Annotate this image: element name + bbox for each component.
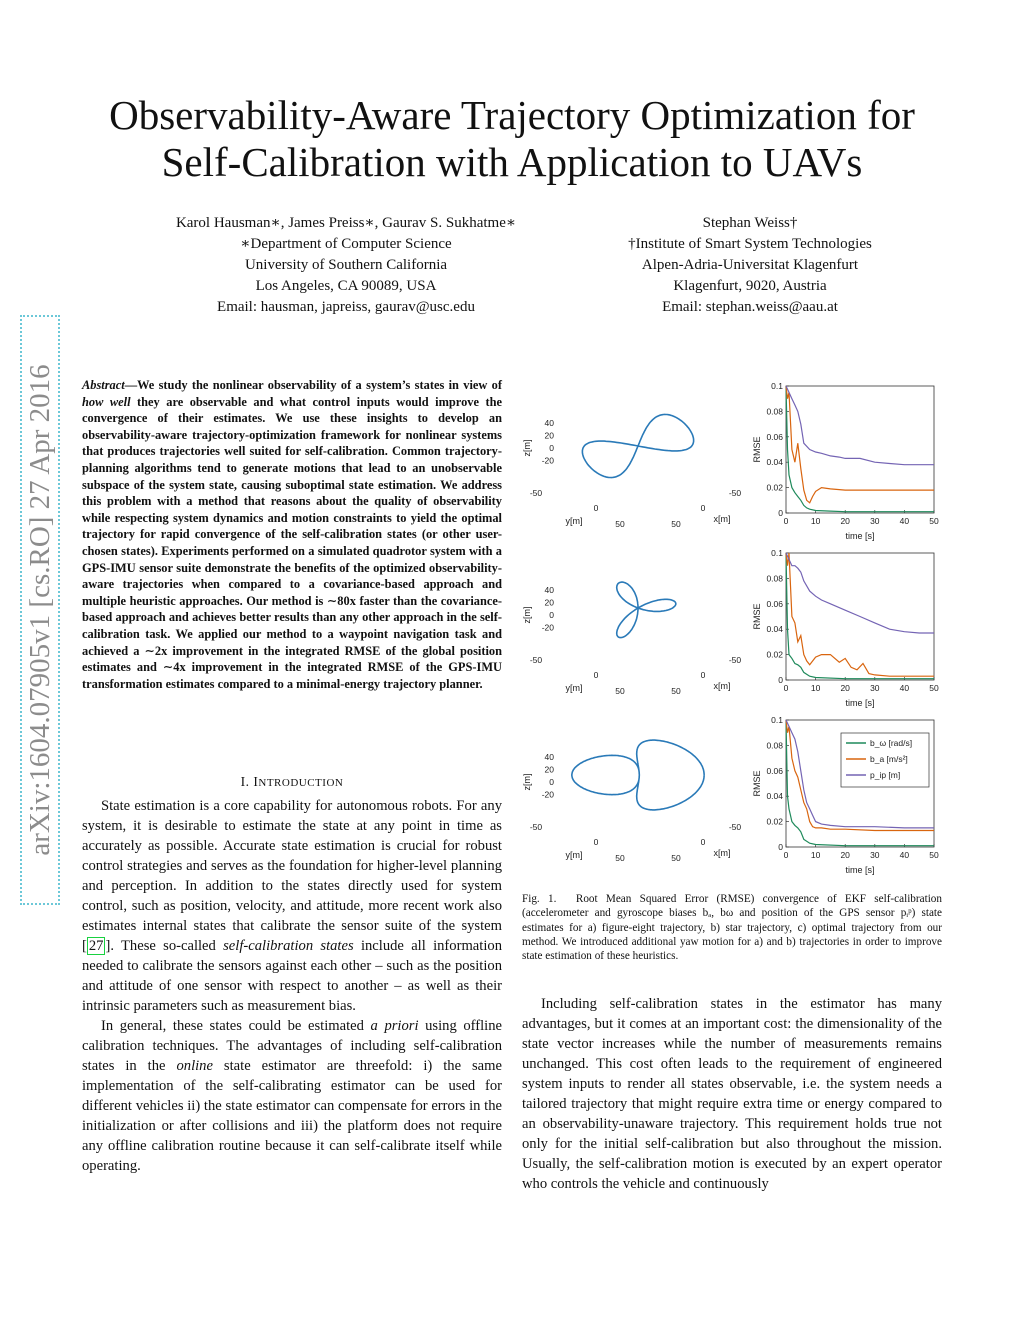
plot-frame — [786, 386, 934, 513]
author-univ: University of Southern California — [244, 257, 448, 273]
z-tick-label: 20 — [544, 430, 554, 441]
x-tick-label: 10 — [810, 850, 821, 860]
y-axis-label: RMSE — [752, 436, 762, 463]
z-tick-label: 40 — [544, 418, 554, 428]
trajectory-plot — [522, 414, 741, 529]
y-tick-label: 0 — [778, 675, 783, 685]
x-tick-label: 40 — [899, 850, 910, 860]
legend-label: b_a [m/s²] — [870, 754, 908, 764]
x-axis-label: time [s] — [845, 698, 875, 708]
x-tick-label: 0 — [783, 516, 789, 526]
trajectory-curve — [617, 582, 676, 638]
x-axis-label: x[m] — [713, 848, 731, 858]
y-tick-label: 0.04 — [766, 624, 783, 635]
x-tick-label: 40 — [899, 683, 910, 693]
y-tick-label: 0.1 — [771, 715, 783, 725]
series-line — [786, 553, 934, 676]
paragraph: State estimation is a core capability for autonomous robots. For any system, it is desirable to estimate the state at any point in time as accurately as possible. Accurate state estimation is crucial for robust control strategies and serves as the foundation for higher-level planning and perception. In addition to the states directly used for system control, such as position, velocity, and attitude, more recent work also estimates internal states that calibrate the sensor suite of the system [ 27 ]. These so-called self-calibration states include all information needed to calibrate the sensors against each other – such as the position and attitude of one sensor with respect to another – as well as their intrinsic parameters such as measurement bias. — [82, 798, 502, 1014]
x-axis-label: x[m] — [713, 681, 731, 691]
section-heading: I. INTRODUCTION — [240, 774, 344, 789]
abstract-text: —We study the nonlinear observability of a system’s states in view of — [124, 378, 502, 392]
y-tick-label: 0.04 — [766, 791, 783, 802]
y-tick-label: -50 — [529, 822, 543, 832]
paragraph: Including self-calibration states in the estimator has many advantages, but it comes at an important cost: the dimensionality of the state vector increases while the number of measurements remains unchanged. This cost often leads to the requirement of engineered system inputs to render all states observable, i.e. the system needs a tailored trajectory that might require extra time or energy compared to an observability-unaware trajectory. This requirement holds true not only for the initial self-calibration but also throughout the mission. Usually, the self-calibration motion is executed by an expert operator who controls the vehicle and continuously — [522, 996, 942, 1192]
z-axis-label: z[m] — [522, 439, 532, 457]
z-tick-label: 40 — [544, 585, 554, 595]
x-tick-label: 50 — [929, 516, 939, 526]
x-tick-label: 20 — [840, 683, 850, 693]
y-tick-label: 0.04 — [766, 457, 783, 468]
x-tick-label: 10 — [810, 683, 821, 693]
x-tick-label: 50 — [671, 686, 681, 696]
y-axis-label: RMSE — [752, 770, 762, 797]
paper-title — [60, 92, 964, 186]
y-tick-label: 0.08 — [766, 406, 783, 417]
abstract — [82, 377, 502, 692]
citation-link[interactable]: 27 — [88, 938, 104, 954]
author-city: Los Angeles, CA 90089, USA — [255, 278, 437, 294]
arxiv-stamp[interactable]: arXiv:1604.07905v1 [cs.RO] 27 Apr 2016 — [20, 315, 60, 905]
trajectory-plot — [522, 740, 741, 863]
rmse-chart — [752, 548, 939, 708]
trajectory-plots — [522, 414, 741, 863]
author-city: Klagenfurt, 9020, Austria — [673, 278, 827, 294]
x-tick-label: 30 — [870, 850, 880, 860]
x-tick-label: 0 — [700, 503, 706, 513]
x-axis-label: x[m] — [713, 514, 731, 524]
title-line-2: Self-Calibration with Application to UAVs — [161, 139, 863, 185]
author-dept: †Institute of Smart System Technologies — [628, 236, 872, 252]
y-axis-label: y[m] — [565, 516, 583, 526]
paragraph: In general, these states could be estimated a priori using offline calibration techniques. The advantages of including self-calibration states in the online state estimator are threefold: i) the same implementation of the self-calibrating estimator can be used for different vehicles ii) the state estimator can compensate for errors in the initialization or after collisions and iii) the platform does not require any offline calibration routine because it can self-calibrate itself while operating. — [82, 1018, 502, 1174]
intro-left-column — [82, 796, 502, 1176]
y-tick-label: -50 — [529, 655, 543, 665]
x-tick-label: 20 — [840, 850, 850, 860]
y-axis-label: RMSE — [752, 603, 762, 630]
abstract-emphasis: how well — [82, 394, 131, 409]
series-line — [786, 386, 934, 512]
figure-caption: Fig. 1. Root Mean Squared Error (RMSE) convergence of EKF self-calibration (accelerometer and gyroscope biases bₐ, bω and position of the GPS sensor pᵢᵖ) state estimates for a) figure-eight trajectory, b) star trajectory, c) optimal trajectory from our method. We introduced additional yaw motion for a) and b) trajectories in order to improve state estimation of these heuristics. — [522, 893, 942, 963]
series-line — [786, 386, 934, 465]
y-tick-label: 0.1 — [771, 548, 783, 558]
x-tick-label: 20 — [840, 516, 850, 526]
y-tick-label: 0.06 — [766, 765, 783, 776]
y-tick-label: 50 — [615, 686, 625, 696]
x-axis-label: time [s] — [845, 531, 875, 541]
trajectory-curve — [572, 740, 704, 810]
y-tick-label: 0.06 — [766, 598, 783, 609]
x-axis-label: time [s] — [845, 865, 875, 875]
author-univ: Alpen-Adria-Universitat Klagenfurt — [641, 257, 859, 273]
z-axis-label: z[m] — [522, 606, 532, 624]
y-tick-label: -50 — [529, 488, 543, 498]
x-tick-label: 50 — [671, 853, 681, 863]
x-tick-label: -50 — [728, 822, 742, 832]
z-tick-label: 0 — [549, 610, 554, 620]
x-tick-label: 30 — [870, 516, 880, 526]
intro-right-column — [522, 994, 942, 1194]
z-axis-label: z[m] — [522, 773, 532, 791]
author-email: Email: stephan.weiss@aau.at — [662, 299, 838, 315]
x-tick-label: 50 — [671, 519, 681, 529]
z-tick-label: -20 — [541, 455, 554, 466]
z-tick-label: -20 — [541, 789, 554, 800]
abstract-lead: Abstract — [82, 378, 125, 392]
rmse-plots — [752, 381, 939, 875]
z-tick-label: 40 — [544, 752, 554, 762]
trajectory-curve — [582, 414, 693, 477]
x-tick-label: 50 — [929, 683, 939, 693]
abstract-text: they are observable and what control inputs would improve the convergence of their estimates. We use these insights to develop an observability-aware trajectory-optimization framework for nonlinear systems that produces trajectories well suited for self-calibration. Common trajectory-planning algorithms tend to generate motions that lead to an unobservable subspace of the system state, causing suboptimal state estimation. We address this problem with a method that reasons about the quality of observability while respecting system dynamics and motion constraints to yield the optimal trajectory for rapid convergence of the self-calibration states (or other user-chosen states). Experiments performed on a simulated quadrotor system with a GPS-IMU sensor suite demonstrate the benefits of the optimized observability-aware trajectories when compared to a covariance-based approach and multiple heuristic approaches. Our method is ∼80x faster than the covariance-based approach and achieves better results than any other approach in the self-calibration task. We applied our method to a waypoint navigation task and achieved a ∼2x improvement in the integrated RMSE of the global position estimates and ∼4x improvement in the integrated RMSE of the GPS-IMU transformation estimates compared to a minimal-energy trajectory planner. — [82, 394, 502, 691]
x-tick-label: 0 — [700, 670, 706, 680]
z-tick-label: 0 — [549, 777, 554, 787]
series-line — [786, 553, 934, 633]
y-tick-label: 0 — [593, 837, 599, 847]
y-tick-label: 0 — [778, 508, 783, 518]
y-tick-label: 0.02 — [766, 482, 783, 493]
y-tick-label: 0.06 — [766, 431, 783, 442]
x-tick-label: 30 — [870, 683, 880, 693]
x-tick-label: 0 — [783, 850, 789, 860]
trajectory-plot — [522, 582, 741, 696]
y-tick-label: 0.02 — [766, 649, 783, 660]
authors-left — [140, 213, 552, 318]
legend-label: p_ip [m] — [870, 770, 901, 780]
z-tick-label: 20 — [544, 764, 554, 775]
x-tick-label: -50 — [728, 655, 742, 665]
y-tick-label: 0.08 — [766, 740, 783, 751]
author-email: Email: hausman, japreiss, gaurav@usc.edu — [217, 299, 475, 315]
series-line — [786, 386, 934, 503]
rmse-chart — [752, 381, 939, 541]
y-tick-label: 50 — [615, 519, 625, 529]
z-tick-label: -20 — [541, 622, 554, 633]
x-tick-label: 0 — [700, 837, 706, 847]
figure-1 — [510, 378, 960, 878]
title-line-1: Observability-Aware Trajectory Optimization for — [109, 92, 915, 138]
y-tick-label: 0 — [593, 503, 599, 513]
x-tick-label: 50 — [929, 850, 939, 860]
y-tick-label: 0.02 — [766, 816, 783, 827]
x-tick-label: 10 — [810, 516, 821, 526]
y-tick-label: 0 — [778, 842, 783, 852]
y-axis-label: y[m] — [565, 850, 583, 860]
author-dept: ∗Department of Computer Science — [240, 236, 452, 252]
y-axis-label: y[m] — [565, 683, 583, 693]
y-tick-label: 0 — [593, 670, 599, 680]
x-tick-label: 0 — [783, 683, 789, 693]
rmse-chart — [752, 715, 939, 875]
x-tick-label: -50 — [728, 488, 742, 498]
y-tick-label: 0.08 — [766, 573, 783, 584]
z-tick-label: 20 — [544, 597, 554, 608]
authors-right — [600, 213, 900, 318]
z-tick-label: 0 — [549, 443, 554, 453]
author-names: Karol Hausman∗, James Preiss∗, Gaurav S. Sukhatme∗ — [175, 215, 517, 231]
y-tick-label: 0.1 — [771, 381, 783, 391]
author-names: Stephan Weiss† — [702, 215, 798, 231]
y-tick-label: 50 — [615, 853, 625, 863]
x-tick-label: 40 — [899, 516, 910, 526]
legend-label: b_ω [rad/s] — [870, 738, 913, 748]
